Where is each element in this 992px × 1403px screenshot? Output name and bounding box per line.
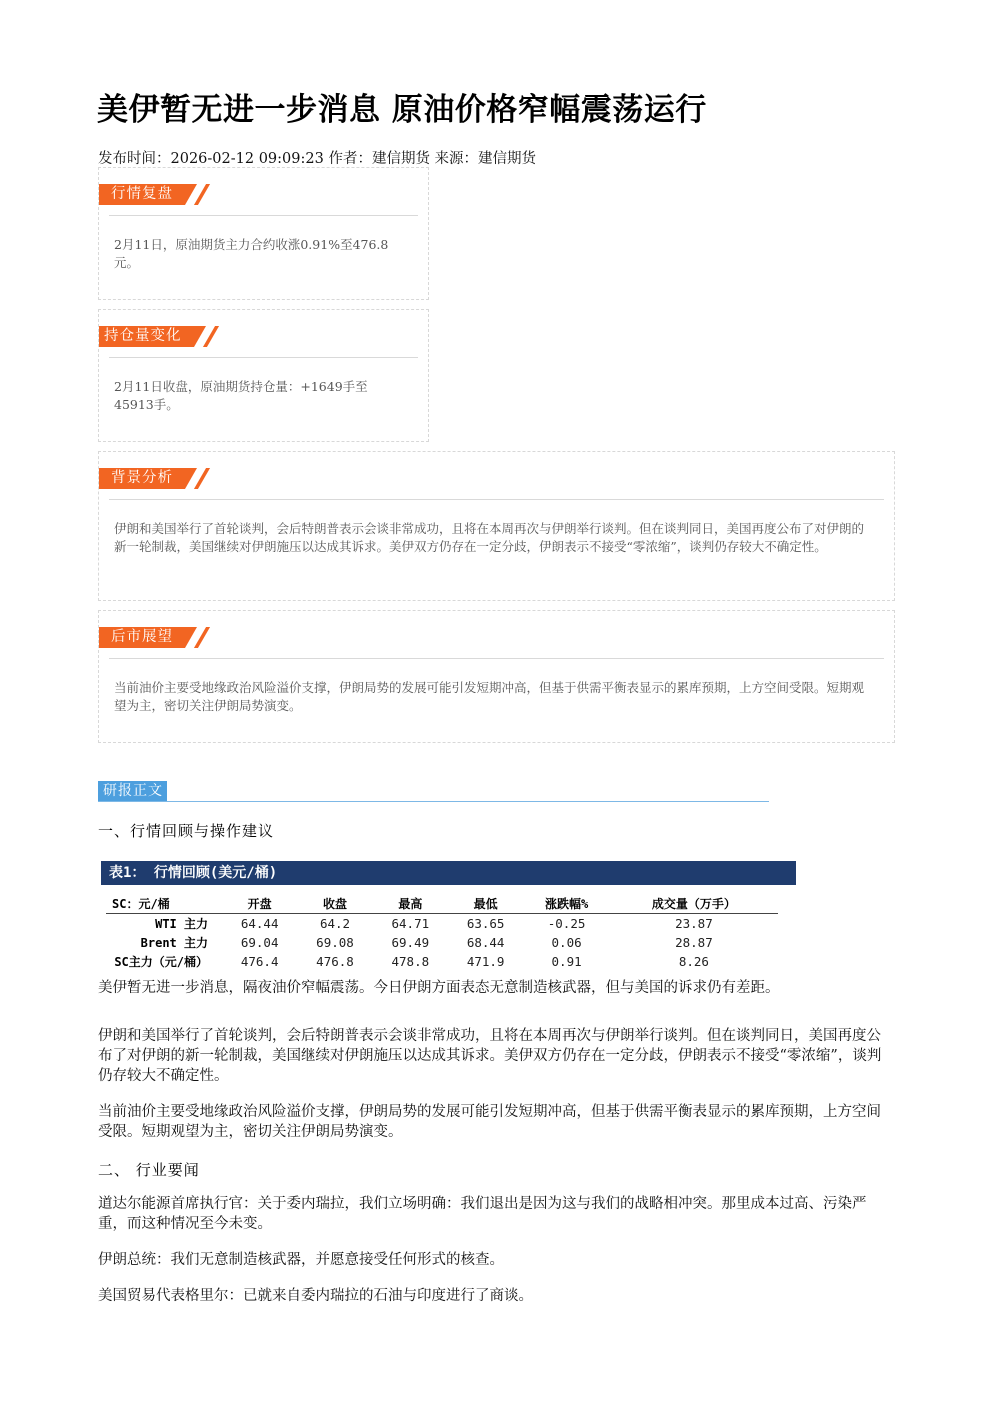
table-cell: 471.9	[466, 954, 505, 969]
background-box	[98, 451, 895, 601]
background-text: 伊朗和美国举行了首轮谈判，会后特朗普表示会谈非常成功，且将在本周再次与伊朗举行谈判。但在谈判同日，美国再度公布了对伊朗的新一轮制裁，美国继续对伊朗施压以达成其诉求。美伊双方仍存在一定分歧，伊朗表示不接受“零浓缩”，谈判仍存较大不确定性。	[114, 521, 865, 554]
column-header: 收盘	[297, 893, 372, 914]
row-label: SC主力（元/桶）	[114, 955, 208, 969]
table-cell: 28.87	[675, 935, 713, 950]
column-header: 涨跌幅%	[523, 893, 610, 914]
body-paragraph: 当前油价主要受地缘政治风险溢价支撑，伊朗局势的发展可能引发短期冲高，但基于供需平衡表显示的累库预期，上方空间受限。短期观望为主，密切关注伊朗局势演变。	[98, 1104, 881, 1140]
background-tag: 背景分析	[99, 468, 185, 489]
outlook-box	[98, 610, 895, 743]
table-cell: 0.06	[551, 935, 582, 950]
table-cell: 0.91	[551, 954, 582, 969]
table-cell: 476.8	[316, 954, 354, 969]
review-text: 2月11日，原油期货主力合约收涨0.91%至476.8元。	[114, 237, 389, 270]
publish-meta: 发布时间：2026-02-12 09:09:23 作者：建信期货 来源：建信期货	[98, 151, 537, 167]
position-tag: 持仓量变化	[99, 326, 194, 347]
outlook-text: 当前油价主要受地缘政治风险溢价支撑，伊朗局势的发展可能引发短期冲高，但基于供需平衡表显示的累库预期，上方空间受限。短期观望为主，密切关注伊朗局势演变。	[114, 680, 865, 713]
table-cell: 8.26	[678, 954, 709, 969]
table-cell: 69.08	[316, 935, 354, 950]
table-cell: 23.87	[675, 916, 713, 931]
table-cell: 64.2	[319, 916, 351, 931]
column-header: 最低	[448, 893, 523, 914]
page-title: 美伊暂无进一步消息 原油价格窄幅震荡运行	[97, 92, 707, 128]
table-header-row	[106, 893, 778, 914]
table-cell: 69.49	[391, 935, 430, 950]
divider	[109, 215, 418, 216]
position-box	[98, 309, 429, 442]
table-cell: -0.25	[547, 916, 586, 931]
table-cell: 478.8	[391, 954, 430, 969]
divider	[109, 357, 418, 358]
column-header: 最高	[373, 893, 448, 914]
position-text: 2月11日收盘，原油期货持仓量：+1649手至45913手。	[114, 379, 368, 412]
review-box	[98, 167, 429, 300]
table-row	[106, 952, 778, 971]
row-label: Brent 主力	[140, 936, 208, 950]
column-header: SC：元/桶	[106, 893, 222, 914]
news-paragraph: 伊朗总统：我们无意制造核武器，并愿意接受任何形式的核查。	[98, 1252, 504, 1268]
review-tag: 行情复盘	[99, 184, 185, 205]
news-paragraph: 美国贸易代表格里尔：已就来自委内瑞拉的石油与印度进行了商谈。	[98, 1288, 533, 1304]
section-tab-report-body: 研报正文	[98, 781, 167, 802]
heading-market-review: 一、行情回顾与操作建议	[98, 822, 275, 840]
heading-industry-news: 二、 行业要闻	[98, 1161, 200, 1179]
table-cell: 64.44	[240, 916, 279, 931]
divider	[109, 499, 884, 500]
column-header: 开盘	[222, 893, 297, 914]
news-paragraph: 道达尔能源首席执行官：关于委内瑞拉，我们立场明确：我们退出是因为这与我们的战略相冲突。那里成本过高、污染严重，而这种情况至今未变。	[98, 1196, 867, 1232]
table-cell: 64.71	[391, 916, 430, 931]
table-cell: 476.4	[240, 954, 279, 969]
row-label: WTI 主力	[155, 917, 208, 931]
table-cell: 69.04	[240, 935, 279, 950]
table-row	[106, 914, 778, 934]
divider	[109, 658, 884, 659]
section-divider	[98, 801, 769, 802]
column-header: 成交量（万手）	[610, 893, 778, 914]
table-cell: 68.44	[466, 935, 505, 950]
body-paragraph: 伊朗和美国举行了首轮谈判，会后特朗普表示会谈非常成功，且将在本周再次与伊朗举行谈判。但在谈判同日，美国再度公布了对伊朗的新一轮制裁，美国继续对伊朗施压以达成其诉求。美伊双方仍存在一定分歧，伊朗表示不接受“零浓缩”，谈判仍存较大不确定性。	[98, 1028, 882, 1084]
outlook-tag: 后市展望	[99, 627, 185, 648]
quotes-table	[106, 893, 778, 971]
table-title: 表1： 行情回顾(美元/桶)	[101, 861, 796, 885]
table-cell: 63.65	[466, 916, 505, 931]
body-paragraph: 美伊暂无进一步消息，隔夜油价窄幅震荡。今日伊朗方面表态无意制造核武器，但与美国的诉求仍有差距。	[98, 980, 780, 996]
table-row	[106, 933, 778, 952]
